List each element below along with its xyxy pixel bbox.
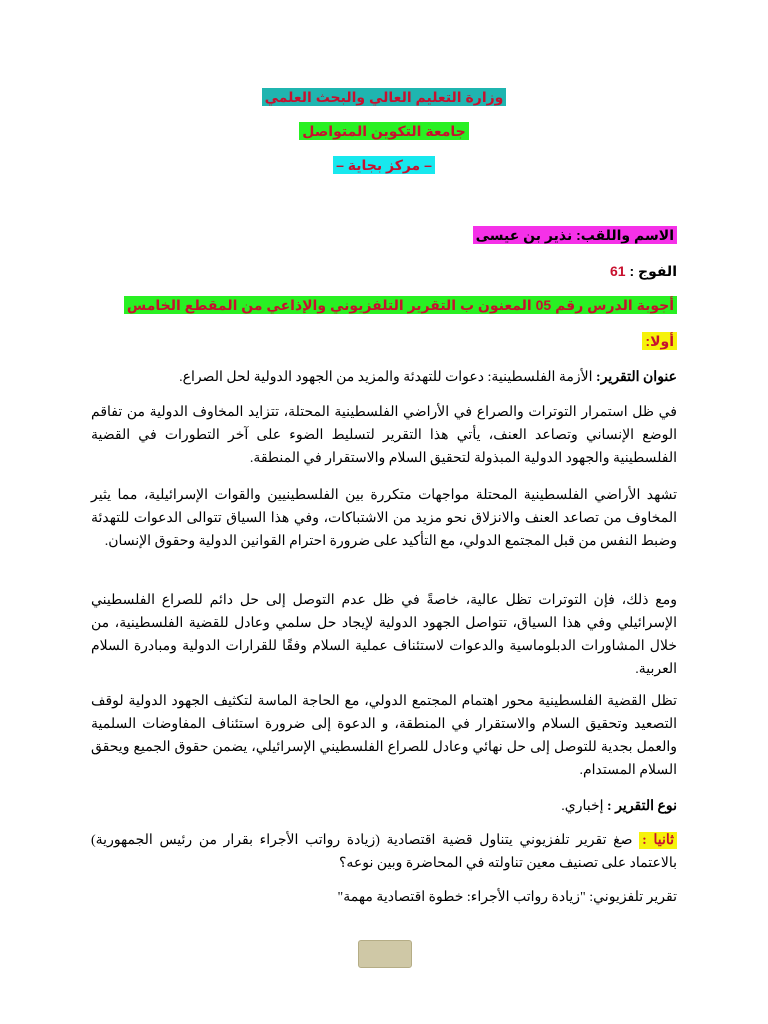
paragraph-2: تشهد الأراضي الفلسطينية المحتلة مواجهات متكررة بين الفلسطينيين والقوات الإسرائيلية، مما يثير المخاوف من تصاعد العنف والانزلاق نحو مزيد من الاشتباكات، وفي هذا السياق تتوالى الدعوات للتهدئة وضبط النفس من قبل المجتمع الدولي، مع التأكيد على ضرورة احترام القوانين الدولية وحقوق الإنسان. <box>91 488 677 549</box>
page-number-box <box>358 940 412 968</box>
report-type-text: إخباري. <box>561 799 608 814</box>
paragraph-3: ومع ذلك، فإن التوترات تظل عالية، خاصةً في ظل عدم التوصل إلى حل دائم للصراع الفلسطيني الإسرائيلي وفي هذا السياق، تتواصل الجهود الدولية لإيجاد حل سلمي وعادل للقضية الفلسطينية، من خلال المشاورات الدبلوماسية والدعوات لاستئناف عملية السلام وفقًا للقرارات الدولية ومبادرة السلام العربية. <box>91 593 677 677</box>
group-value: 61 <box>609 263 626 279</box>
student-name: الاسم واللقب: نذير بن عيسى <box>473 226 677 244</box>
group-label: الفوج : <box>629 263 677 279</box>
section-one-label: أولا: <box>642 332 677 350</box>
report-title-line <box>91 366 677 389</box>
section-two-question-text: صغ تقرير تلفزيوني يتناول قضية اقتصادية (زيادة رواتب الأجراء بقرار من رئيس الجمهورية) بالاعتماد على تصنيف معين تناولته في المحاضرة وبين نوعه؟ <box>91 833 677 871</box>
group-line <box>91 262 677 280</box>
university-text: جامعة التكوين المتواصل <box>299 122 469 140</box>
report-title-label: عنوان التقرير: <box>596 370 677 385</box>
assignment-title: أجوبة الدرس رقم 05 المعنون ب التقرير التلفزيوني والإذاعي من المقطع الخامس <box>124 296 677 314</box>
paragraph-1: في ظل استمرار التوترات والصراع في الأراضي الفلسطينية المحتلة، تتزايد المخاوف الدولية من تفاقم الوضع الإنساني وتصاعد العنف، يأتي هذا التقرير لتسليط الضوء على آخر التطورات في القضية الفلسطينية والجهود الدولية المبذولة لتحقيق السلام والاستقرار في المنطقة. <box>91 405 677 466</box>
ministry-text: وزارة التعليم العالي والبحث العلمي <box>262 88 507 106</box>
center-heading <box>0 156 768 174</box>
report-type-line <box>91 795 677 818</box>
student-name-line <box>91 226 677 244</box>
section-two-question <box>91 829 677 875</box>
paragraph-4: تظل القضية الفلسطينية محور اهتمام المجتمع الدولي، مع الحاجة الماسة لتكثيف الجهود الدولية لوقف التصعيد وتحقيق السلام والاستقرار في المنطقة، و الدعوة إلى ضرورة استئناف المفاوضات السلمية والعمل بجدية للتوصل إلى حل نهائي وعادل للصراع الفلسطيني الإسرائيلي، يضمن حقوق الجميع ويحقق السلام المستدام. <box>91 694 677 778</box>
section-two-label: ثانيا : <box>639 832 677 849</box>
assignment-title-line <box>91 296 677 314</box>
section-two-answer: تقرير تلفزيوني: "زيادة رواتب الأجراء: خطوة اقتصادية مهمة" <box>337 890 677 905</box>
report-title-text: الأزمة الفلسطينية: دعوات للتهدئة والمزيد من الجهود الدولية لحل الصراع. <box>179 370 597 385</box>
ministry-heading <box>0 88 768 106</box>
report-type-label: نوع التقرير : <box>607 799 677 814</box>
section-one-heading <box>91 332 677 350</box>
center-text: – مركز بجاية – <box>333 156 435 174</box>
university-heading <box>0 122 768 140</box>
